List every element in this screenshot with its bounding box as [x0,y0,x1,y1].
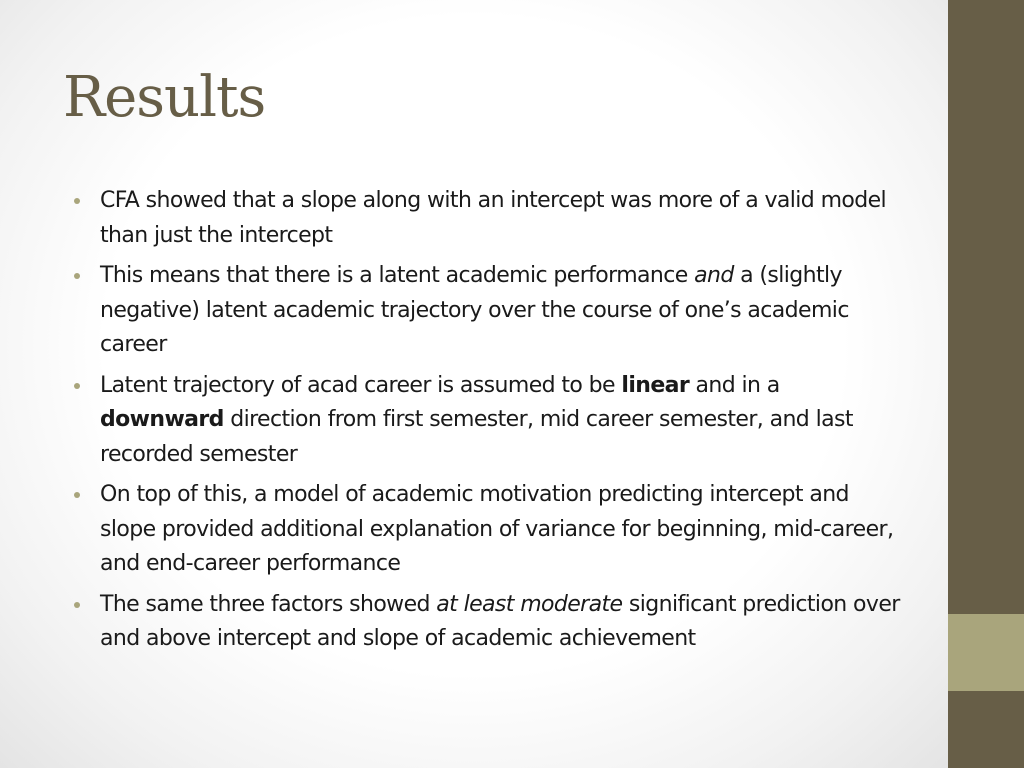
bullet-text: CFA showed that a slope along with an intercept was more of a valid model than just the intercept [100,188,887,248]
bullet-dot-icon [74,602,80,608]
bullet-item [100,369,900,473]
bullet-text: The same three factors showed [100,591,437,617]
bullet-text: Latent trajectory of acad career is assumed to be [100,372,622,398]
bullet-item [100,259,900,363]
bullet-dot-icon [74,198,80,204]
bullet-item [100,478,900,582]
bullet-text: On top of this, a model of academic motivation predicting intercept and slope provided additional explanation of variance for beginning, mid-career, and end-career performance [100,482,894,576]
bullet-text: direction from first semester, mid career semester, and last recorded semester [100,407,853,467]
bullet-dot-icon [74,383,80,389]
bullet-list [100,184,900,663]
bullet-text: significant prediction over and above intercept and slope of academic achievement [100,591,900,651]
slide-title: Results [63,65,266,130]
bullet-text: This means that there is a latent academic performance [100,263,695,288]
bullet-dot-icon [74,273,80,279]
bullet-strong: downward [100,407,224,432]
side-accent-block [948,614,1024,691]
bullet-item [100,588,900,657]
bullet-text: a (slightly negative) latent academic trajectory over the course of one’s academic career [100,263,849,357]
bullet-text: and in a [689,372,780,398]
bullet-strong: linear [621,372,690,398]
bullet-emphasis: and [694,263,734,288]
bullet-emphasis: at least moderate [436,591,623,617]
bullet-item [100,184,900,253]
bullet-dot-icon [74,492,80,498]
